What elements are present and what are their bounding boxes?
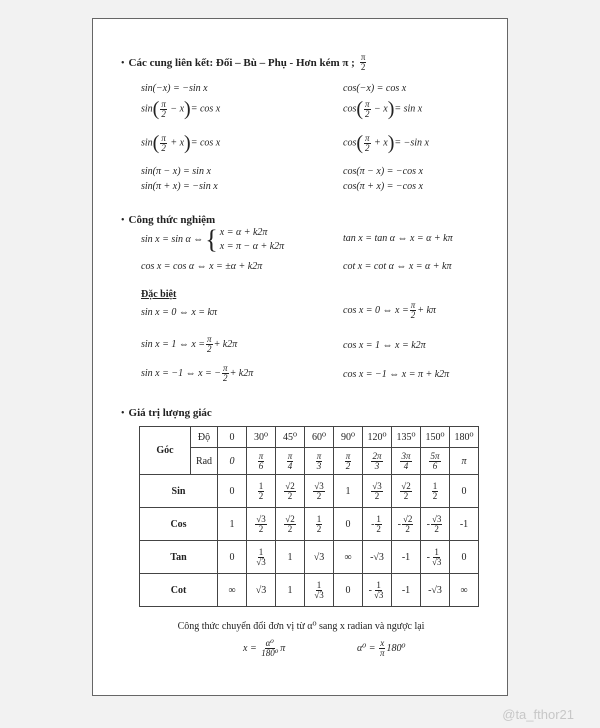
formula-sin-neg-one: sin x = −1 ⇔ x = − $\frac{\pi}{2}$ + k2π (141, 363, 254, 383)
watermark: @ta_fthor21 (502, 707, 574, 722)
section-trig-values (121, 403, 212, 421)
table-cell: 180⁰ (450, 427, 479, 448)
table-cell: $\frac{3\pi}{4}$ (392, 448, 421, 475)
bullet-icon: • (121, 408, 125, 419)
brace-icon: { (205, 224, 218, 254)
conversion-caption: Công thức chuyển đổi đơn vị từ α⁰ sang x radian và ngược lại (177, 621, 425, 632)
table-cell: - $\frac{√2}{2}$ (392, 508, 421, 541)
formula-sin-zero: sin x = 0 ⇔ x = kπ (141, 307, 217, 318)
table-cell: -√3 (421, 574, 450, 607)
formula-deg-to-rad: x = $\frac{\text{α⁰}}{\text{180⁰}}$ π (243, 638, 286, 658)
function-label: Tan (140, 541, 218, 574)
table-cell: 0 (450, 475, 479, 508)
table-cell: $\frac{\pi}{4}$ (276, 448, 305, 475)
formula-cos-one: cos x = 1 ⇔ x = k2π (343, 340, 426, 351)
pi-over-two: $\frac{\pi}{2}$ (360, 52, 366, 72)
formula-sin-complement: sin( $\frac{\pi}{2}$ − x)= cos x (141, 98, 221, 120)
table-cell: - $\frac{1}{√3}$ (363, 574, 392, 607)
table-row-sin (140, 475, 479, 508)
table-cell: $\frac{2\pi}{3}$ (363, 448, 392, 475)
formula-sin-one: sin x = 1 ⇔ x = $\frac{\pi}{2}$ + k2π (141, 334, 238, 354)
table-cell: -√3 (363, 541, 392, 574)
degree-label: Độ (191, 427, 218, 448)
formula-sin-neg: sin(−x) = −sin x (141, 83, 208, 94)
table-cell: π (450, 448, 479, 475)
table-cell: $\frac{√3}{2}$ (363, 475, 392, 508)
table-cell: 0 (450, 541, 479, 574)
function-label: Sin (140, 475, 218, 508)
table-cell: √3 (247, 574, 276, 607)
formula-cos-neg: cos(−x) = cos x (343, 83, 407, 94)
table-row-cot (140, 574, 479, 607)
table-cell: $\frac{1}{√3}$ (247, 541, 276, 574)
table-cell: -1 (392, 574, 421, 607)
formula-cot-equation: cot x = cot α ⇔ x = α + kπ (343, 261, 452, 272)
formula-cos-supplement: cos(π − x) = −cos x (343, 166, 423, 177)
table-cell: -1 (450, 508, 479, 541)
special-cases-heading: Đặc biệt (141, 289, 177, 300)
table-cell: 1 (276, 541, 305, 574)
table-cell: $\frac{√2}{2}$ (276, 475, 305, 508)
radian-label: Rad (191, 448, 218, 475)
table-cell: 0 (218, 475, 247, 508)
table-cell: $\frac{1}{2}$ (421, 475, 450, 508)
table-cell: $\frac{5\pi}{6}$ (421, 448, 450, 475)
formula-cos-pi-plus: cos(π + x) = −cos x (343, 181, 423, 192)
table-cell: $\frac{1}{√3}$ (305, 574, 334, 607)
table-row-tan (140, 541, 479, 574)
table-cell: 0 (334, 574, 363, 607)
table-cell: - $\frac{1}{2}$ (363, 508, 392, 541)
formula-cos-neg-one: cos x = −1 ⇔ x = π + k2π (343, 369, 450, 380)
table-cell: $\frac{\pi}{3}$ (305, 448, 334, 475)
formula-sin-supplement: sin(π − x) = sin x (141, 166, 211, 177)
table-cell: - $\frac{1}{√3}$ (421, 541, 450, 574)
table-cell: -1 (392, 541, 421, 574)
formula-rad-to-deg: α⁰ = $\frac{x}{\pi}$ 180⁰ (357, 638, 406, 658)
table-cell: 120⁰ (363, 427, 392, 448)
table-cell: 0 (218, 427, 247, 448)
table-cell: 0 (334, 508, 363, 541)
table-cell: 0 (218, 541, 247, 574)
table-cell: $\frac{√3}{2}$ (247, 508, 276, 541)
function-label: Cos (140, 508, 218, 541)
table-cell: $\frac{\pi}{6}$ (247, 448, 276, 475)
formula-cos-zero: cos x = 0 ⇔ x = $\frac{\pi}{2}$ + kπ (343, 300, 436, 320)
section-title: Các cung liên kết: Đối – Bù – Phụ - Hơn kém π ; (128, 57, 355, 70)
formula-cos-equation: cos x = cos α ⇔ x = ±α + k2π (141, 261, 263, 272)
table-cell: √3 (305, 541, 334, 574)
table-cell: $\frac{√2}{2}$ (392, 475, 421, 508)
formula-sin-pi2-plus: sin( $\frac{\pi}{2}$ + x)= cos x (141, 132, 221, 154)
table-cell: 60⁰ (305, 427, 334, 448)
section-associated-angles (121, 53, 367, 72)
table-cell: $\frac{√3}{2}$ (305, 475, 334, 508)
table-cell: 1 (276, 574, 305, 607)
table-cell: - $\frac{√3}{2}$ (421, 508, 450, 541)
section-title: Giá trị lượng giác (128, 407, 212, 419)
table-row-degrees (140, 427, 479, 448)
table-cell: 135⁰ (392, 427, 421, 448)
table-cell: 1 (334, 475, 363, 508)
section-title: Công thức nghiệm (128, 214, 216, 226)
table-cell: ∞ (334, 541, 363, 574)
function-label: Cot (140, 574, 218, 607)
table-cell: 30⁰ (247, 427, 276, 448)
table-cell: 45⁰ (276, 427, 305, 448)
bullet-icon: • (121, 58, 125, 70)
table-cell: $\frac{1}{2}$ (305, 508, 334, 541)
table-row-cos (140, 508, 479, 541)
trig-values-table (139, 426, 479, 607)
formula-tan-equation: tan x = tan α ⇔ x = α + kπ (343, 233, 453, 244)
table-cell: $\frac{\pi}{2}$ (334, 448, 363, 475)
formula-sin-pi-plus: sin(π + x) = −sin x (141, 181, 218, 192)
table-cell: 150⁰ (421, 427, 450, 448)
formula-cos-complement: cos( $\frac{\pi}{2}$ − x)= sin x (343, 98, 423, 120)
table-cell: 90⁰ (334, 427, 363, 448)
document-page (92, 18, 508, 696)
table-cell: $\frac{√2}{2}$ (276, 508, 305, 541)
table-cell: ∞ (218, 574, 247, 607)
bullet-icon: • (121, 215, 125, 226)
goc-label: Góc (140, 427, 191, 475)
table-row-radians (140, 448, 479, 475)
table-cell: 1 (218, 508, 247, 541)
formula-cos-pi2-plus: cos( $\frac{\pi}{2}$ + x)= −sin x (343, 132, 429, 154)
formula-sin-equation: sin x = sin α ⇔ { x = α + k2π x = π − α + k2π (141, 224, 285, 254)
table-cell: $\frac{1}{2}$ (247, 475, 276, 508)
table-cell: ∞ (450, 574, 479, 607)
table-cell: 0 (218, 448, 247, 475)
